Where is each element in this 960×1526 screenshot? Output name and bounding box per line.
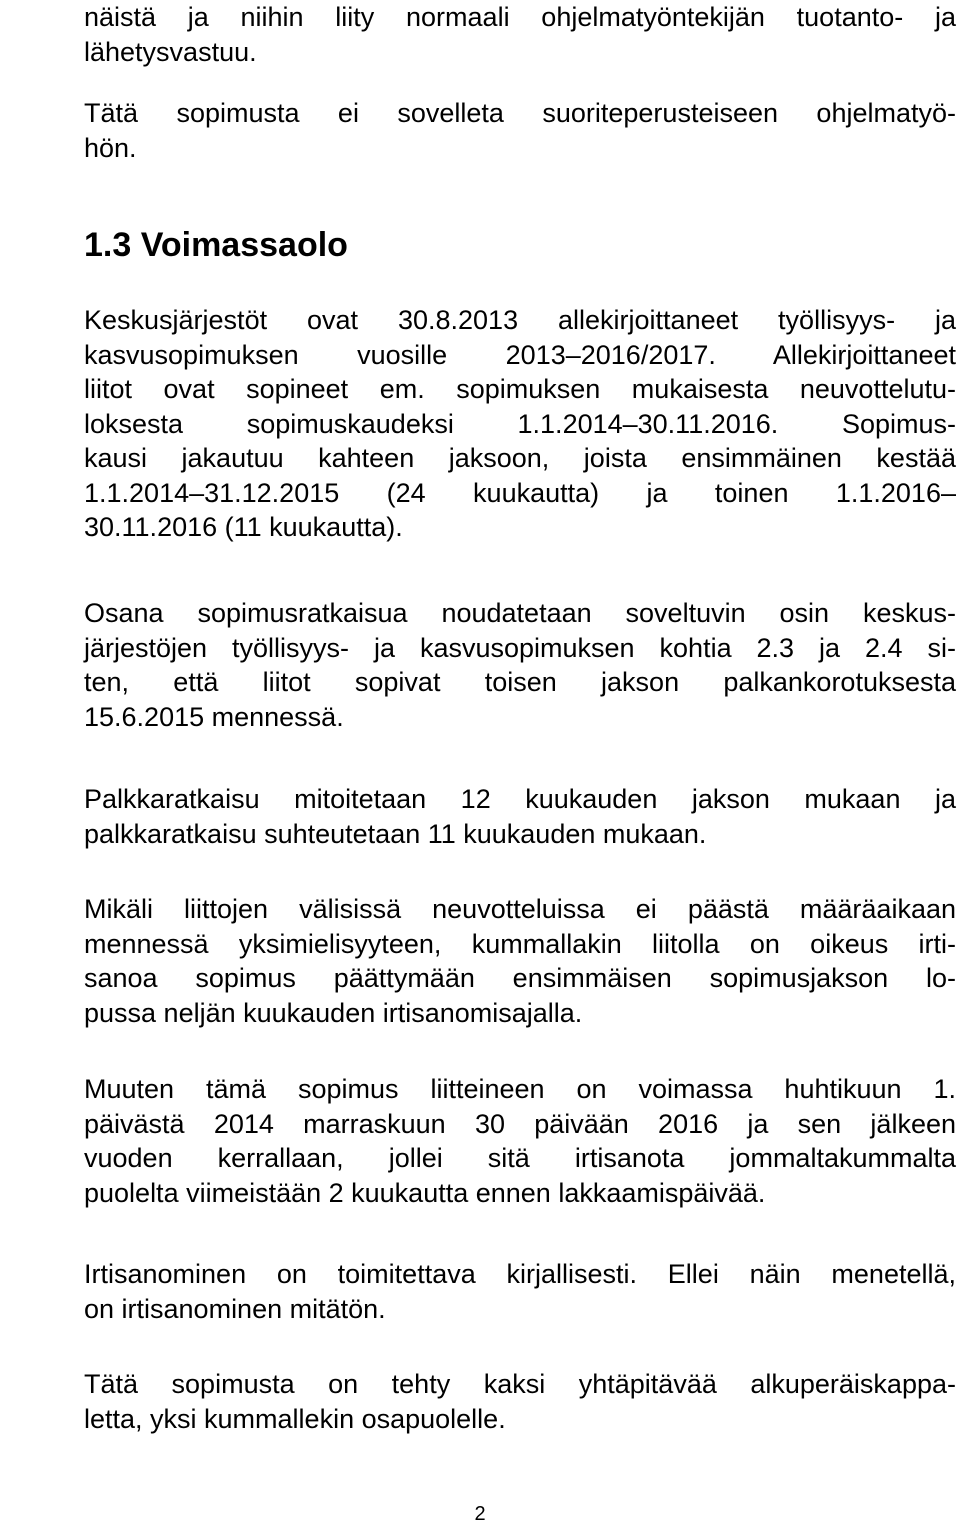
text-line: Muuten tämä sopimus liitteineen on voimassa huhtikuun 1. — [84, 1074, 956, 1104]
text-line: Osana sopimusratkaisua noudatetaan soveltuvin osin keskus- — [84, 598, 956, 628]
paragraph-pay-settlement — [84, 782, 956, 851]
text-line: loksesta sopimuskaudeksi 1.1.2014–30.11.2016. Sopimus- — [84, 408, 956, 439]
paragraph-agreement-period — [84, 303, 956, 545]
text-line: letta, yksi kummallekin osapuolelle. — [84, 1403, 506, 1434]
paragraph-settlement — [84, 596, 956, 734]
section-heading: 1.3 Voimassaolo — [84, 226, 348, 264]
paragraph-termination-form — [84, 1257, 956, 1326]
text-line: pussa neljän kuukauden irtisanomisajalla. — [84, 997, 583, 1028]
text-line: kasvusopimuksen vuosille 2013–2016/2017. Allekirjoittaneet — [84, 339, 956, 370]
text-line: mennessä yksimielisyyteen, kummallakin liitolla on oikeus irti- — [84, 928, 956, 959]
text-line: vuoden kerrallaan, jollei sitä irtisanota jommaltakummalta — [84, 1143, 956, 1173]
text-line: ten, että liitot sopivat toisen jakson palkankorotuksesta — [84, 667, 956, 697]
paragraph-validity — [84, 1072, 956, 1210]
text-line: Mikäli liittojen välisissä neuvotteluissa ei päästä määräaikaan — [84, 894, 956, 924]
text-line: järjestöjen työllisyys- ja kasvusopimuksen kohtia 2.3 ja 2.4 si- — [84, 632, 956, 663]
paragraph-continuation — [84, 0, 956, 69]
text-line: Tätä sopimusta ei sovelleta suoriteperusteiseen ohjelmatyö- — [84, 98, 956, 128]
text-line: palkkaratkaisu suhteutetaan 11 kuukauden mukaan. — [84, 818, 707, 849]
paragraph-copies — [84, 1367, 956, 1436]
text-line: sanoa sopimus päättymään ensimmäisen sopimusjakson lo- — [84, 963, 956, 993]
page-number: 2 — [474, 1503, 486, 1525]
text-line: näistä ja niihin liity normaali ohjelmatyöntekijän tuotanto- ja — [84, 2, 956, 32]
text-line: 30.11.2016 (11 kuukautta). — [84, 512, 403, 542]
text-line: puolelta viimeistään 2 kuukautta ennen lakkaamispäivää. — [84, 1177, 766, 1208]
text-line: Keskusjärjestöt ovat 30.8.2013 allekirjoittaneet työllisyys- ja — [84, 305, 956, 335]
text-line: on irtisanominen mitätön. — [84, 1293, 386, 1324]
text-line: 1.1.2014–31.12.2015 (24 kuukautta) ja toinen 1.1.2016– — [84, 477, 956, 508]
text-line: Palkkaratkaisu mitoitetaan 12 kuukauden jakson mukaan ja — [84, 784, 956, 814]
text-line: 15.6.2015 mennessä. — [84, 701, 344, 732]
text-line: kausi jakautuu kahteen jaksoon, joista ensimmäinen kestää — [84, 443, 956, 473]
text-line: liitot ovat sopineet em. sopimuksen mukaisesta neuvottelutu- — [84, 374, 956, 404]
text-line: Tätä sopimusta on tehty kaksi yhtäpitävää alkuperäiskappa- — [84, 1369, 956, 1399]
text-line: päivästä 2014 marraskuun 30 päivään 2016 ja sen jälkeen — [84, 1108, 956, 1139]
paragraph-scope — [84, 96, 956, 165]
paragraph-termination-right — [84, 892, 956, 1030]
text-line: Irtisanominen on toimitettava kirjallisesti. Ellei näin menetellä, — [84, 1259, 956, 1289]
text-line: hön. — [84, 132, 137, 163]
text-line: lähetysvastuu. — [84, 36, 257, 67]
